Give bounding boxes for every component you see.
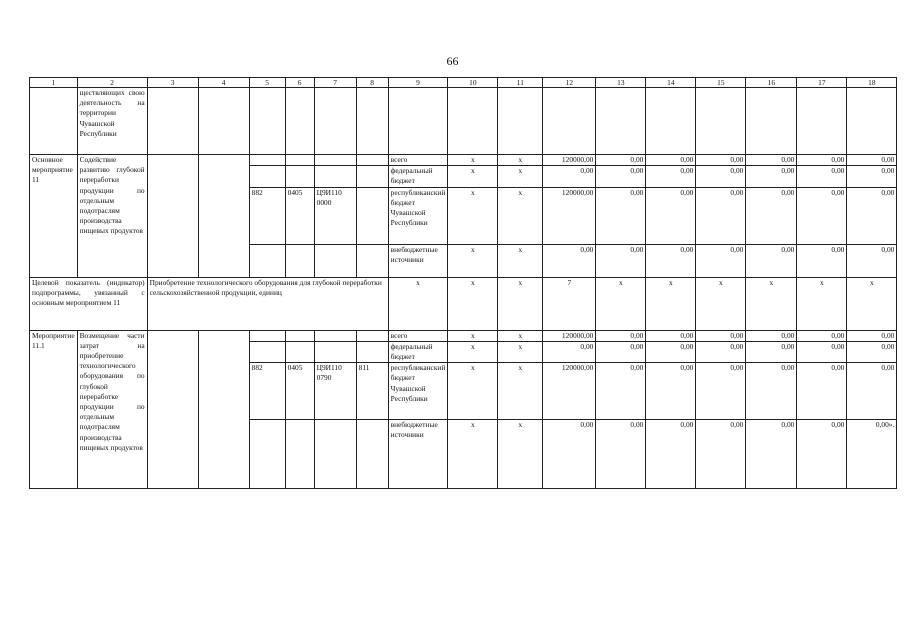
indicator-label: Целевой показатель (индикатор) подпрограммы, увязанный с основным мероприятием 11: [30, 277, 148, 330]
value-cell: 0,00: [696, 244, 746, 277]
cell-empty: [249, 88, 285, 155]
column-number: 12: [543, 78, 596, 88]
value-cell: x: [498, 341, 543, 362]
value-cell: 0,00: [696, 187, 746, 244]
cell-empty: [285, 244, 314, 277]
value-cell: 0,00: [847, 155, 897, 166]
value-cell: x: [448, 363, 498, 420]
value-cell: x: [498, 187, 543, 244]
cell-empty: [356, 341, 388, 362]
column-number: 9: [388, 78, 448, 88]
continuation-text: ществляющих свою деятельность на территории Чувашской Республики: [77, 88, 147, 155]
value-cell: 0,00: [646, 341, 696, 362]
block1-row: [30, 155, 897, 166]
value-cell: 0,00: [797, 330, 847, 341]
value-cell: 0,00: [696, 363, 746, 420]
value-cell: 0,00».: [847, 420, 897, 489]
column-number: 3: [147, 78, 198, 88]
indicator-value: x: [847, 277, 897, 330]
value-cell: 0,00: [847, 244, 897, 277]
cell-empty: [596, 88, 646, 155]
value-cell: 0,00: [646, 420, 696, 489]
column-number: 6: [285, 78, 314, 88]
value-cell: 0,00: [696, 166, 746, 187]
value-cell: x: [498, 244, 543, 277]
value-cell: 0,00: [746, 244, 797, 277]
cell-empty: [285, 341, 314, 362]
value-cell: 0,00: [847, 166, 897, 187]
cell-empty: [285, 420, 314, 489]
column-number: 4: [198, 78, 249, 88]
cell-empty: [356, 166, 388, 187]
column-number: 10: [448, 78, 498, 88]
value-cell: 0,00: [596, 341, 646, 362]
value-cell: 120000,00: [543, 187, 596, 244]
indicator-value: x: [746, 277, 797, 330]
value-cell: 0,00: [797, 420, 847, 489]
indicator-value: x: [696, 277, 746, 330]
cell-empty: [285, 88, 314, 155]
value-cell: 0,00: [596, 155, 646, 166]
cell-empty: [314, 341, 356, 362]
indicator-value: x: [797, 277, 847, 330]
cell-empty: [314, 420, 356, 489]
value-cell: 0,00: [646, 166, 696, 187]
indicator-value: x: [498, 277, 543, 330]
event-label: Основное мероприятие 11: [30, 155, 78, 278]
code-rzpr: 0405: [285, 363, 314, 420]
value-cell: 0,00: [646, 155, 696, 166]
cell-empty: [30, 88, 78, 155]
value-cell: 0,00: [797, 187, 847, 244]
cell-empty: [147, 330, 198, 489]
cell-empty: [696, 88, 746, 155]
funding-source: федеральный бюджет: [388, 341, 448, 362]
cell-empty: [314, 244, 356, 277]
funding-source: федеральный бюджет: [388, 166, 448, 187]
cell-empty: [198, 88, 249, 155]
funding-source: внебюджетные источники: [388, 420, 448, 489]
code-grbs: 882: [249, 363, 285, 420]
indicator-value: 7: [543, 277, 596, 330]
value-cell: 0,00: [696, 341, 746, 362]
column-number: 11: [498, 78, 543, 88]
value-cell: 0,00: [696, 155, 746, 166]
value-cell: 0,00: [596, 330, 646, 341]
value-cell: 0,00: [596, 244, 646, 277]
funding-source: республиканский бюджет Чувашской Республики: [388, 363, 448, 420]
cell-empty: [356, 244, 388, 277]
cell-empty: [249, 155, 285, 166]
value-cell: 0,00: [596, 420, 646, 489]
cell-empty: [285, 155, 314, 166]
program-table: [29, 77, 897, 489]
value-cell: x: [448, 166, 498, 187]
value-cell: x: [498, 420, 543, 489]
cell-empty: [147, 88, 198, 155]
column-number: 5: [249, 78, 285, 88]
cell-empty: [543, 88, 596, 155]
cell-empty: [249, 420, 285, 489]
value-cell: 0,00: [596, 363, 646, 420]
cell-empty: [847, 88, 897, 155]
funding-source: республиканский бюджет Чувашской Республики: [388, 187, 448, 244]
value-cell: 0,00: [543, 341, 596, 362]
cell-empty: [249, 341, 285, 362]
cell-empty: [356, 420, 388, 489]
event-description: Возмещение части затрат на приобретение технологического оборудования по глубокой переработке продукции по отдельным подотраслям производства пищевых продуктов: [77, 330, 147, 489]
event-label: Мероприятие 11.1: [30, 330, 78, 489]
cell-empty: [314, 166, 356, 187]
value-cell: 0,00: [746, 155, 797, 166]
value-cell: 0,00: [646, 330, 696, 341]
cell-empty: [147, 155, 198, 278]
cell-empty: [498, 88, 543, 155]
cell-empty: [314, 330, 356, 341]
value-cell: 0,00: [746, 420, 797, 489]
value-cell: 0,00: [746, 363, 797, 420]
value-cell: 0,00: [797, 155, 847, 166]
value-cell: 0,00: [746, 330, 797, 341]
value-cell: x: [498, 330, 543, 341]
value-cell: 0,00: [797, 244, 847, 277]
column-number: 2: [77, 78, 147, 88]
cell-empty: [356, 88, 388, 155]
value-cell: 0,00: [746, 166, 797, 187]
value-cell: 0,00: [696, 420, 746, 489]
code-csr: Ц9И110 0000: [314, 187, 356, 244]
column-number: 17: [797, 78, 847, 88]
value-cell: 0,00: [797, 341, 847, 362]
continuation-row: [30, 88, 897, 155]
code-vr: [356, 187, 388, 244]
value-cell: 0,00: [847, 330, 897, 341]
indicator-value: x: [596, 277, 646, 330]
cell-empty: [198, 155, 249, 278]
indicator-row: [30, 277, 897, 330]
funding-source: всего: [388, 155, 448, 166]
value-cell: 0,00: [797, 166, 847, 187]
value-cell: 0,00: [797, 363, 847, 420]
cell-empty: [356, 330, 388, 341]
code-rzpr: 0405: [285, 187, 314, 244]
cell-empty: [249, 166, 285, 187]
column-number: 1: [30, 78, 78, 88]
funding-source: всего: [388, 330, 448, 341]
cell-empty: [285, 166, 314, 187]
value-cell: 0,00: [596, 187, 646, 244]
value-cell: 0,00: [847, 363, 897, 420]
column-number: 14: [646, 78, 696, 88]
value-cell: 0,00: [847, 341, 897, 362]
value-cell: 0,00: [543, 420, 596, 489]
value-cell: 0,00: [746, 341, 797, 362]
event-description: Содействие развитию глубокой переработки продукции по отдельным подотраслям производства пищевых продуктов: [77, 155, 147, 278]
funding-source: внебюджетные источники: [388, 244, 448, 277]
value-cell: x: [448, 330, 498, 341]
value-cell: x: [498, 155, 543, 166]
code-grbs: 882: [249, 187, 285, 244]
page-number: 66: [446, 54, 459, 68]
column-number: 8: [356, 78, 388, 88]
value-cell: 0,00: [543, 244, 596, 277]
value-cell: x: [448, 187, 498, 244]
cell-empty: [356, 155, 388, 166]
indicator-value: x: [388, 277, 448, 330]
cell-empty: [314, 88, 356, 155]
value-cell: x: [498, 363, 543, 420]
column-number: 16: [746, 78, 797, 88]
column-number: 7: [314, 78, 356, 88]
indicator-value: x: [448, 277, 498, 330]
header-row: [30, 78, 897, 88]
cell-empty: [448, 88, 498, 155]
cell-empty: [388, 88, 448, 155]
cell-empty: [249, 244, 285, 277]
value-cell: 120000,00: [543, 330, 596, 341]
code-vr: 811: [356, 363, 388, 420]
cell-empty: [797, 88, 847, 155]
cell-empty: [249, 330, 285, 341]
value-cell: 0,00: [543, 166, 596, 187]
value-cell: x: [498, 166, 543, 187]
column-number: 15: [696, 78, 746, 88]
code-csr: Ц9И110 0790: [314, 363, 356, 420]
value-cell: 0,00: [746, 187, 797, 244]
value-cell: 120000,00: [543, 155, 596, 166]
value-cell: x: [448, 155, 498, 166]
cell-empty: [646, 88, 696, 155]
value-cell: x: [448, 341, 498, 362]
value-cell: x: [448, 420, 498, 489]
column-number: 13: [596, 78, 646, 88]
value-cell: 0,00: [596, 166, 646, 187]
block2-row: [30, 330, 897, 341]
value-cell: 0,00: [646, 363, 696, 420]
value-cell: x: [448, 244, 498, 277]
value-cell: 0,00: [646, 187, 696, 244]
cell-empty: [314, 155, 356, 166]
cell-empty: [285, 330, 314, 341]
column-number: 18: [847, 78, 897, 88]
value-cell: 0,00: [847, 187, 897, 244]
indicator-value: x: [646, 277, 696, 330]
value-cell: 0,00: [646, 244, 696, 277]
cell-empty: [746, 88, 797, 155]
value-cell: 120000,00: [543, 363, 596, 420]
cell-empty: [198, 330, 249, 489]
indicator-text: Приобретение технологического оборудования для глубокой переработки сельскохозяйственной продукции, единиц: [147, 277, 388, 330]
value-cell: 0,00: [696, 330, 746, 341]
